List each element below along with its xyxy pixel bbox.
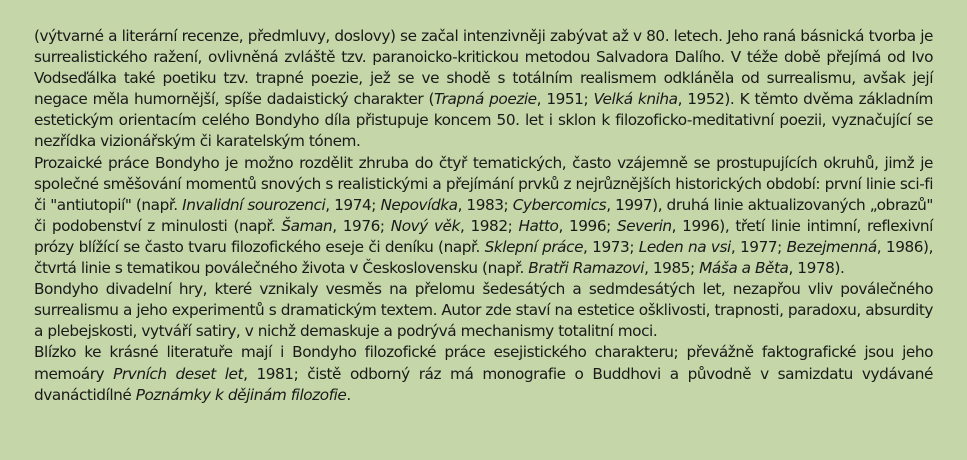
text-run: Prozaické práce Bondyho je možno rozdělit zhruba do čtyř tematických, často vzájemně se prostupujících okruhů, jimž je společné směšování momentů snových s realistickými a přejímání prvků z nejrůznějších historických období: první linie sci-fi či "antiutopií" (např. bbox=[34, 153, 933, 214]
text-run: , 1997), druhá linie aktualizovaných „obrazů" či podobenství z minulosti (např. bbox=[34, 195, 933, 235]
text-run: , 1983; bbox=[457, 195, 513, 214]
text-run: , 1952). K těmto dvěma základním estetickým orientacím celého Bondyho díla přistupuje koncem 50. let i sklon k filozoficko-meditativní poezii, vyznačující se nezřídka vizionářským či karatelským tónem. bbox=[34, 90, 934, 151]
text-run: Blízko ke krásné literatuře mají i Bondyho filozofické práce esejistického charakteru; převážně faktografické jsou jeho memoáry bbox=[34, 343, 933, 383]
paragraph bbox=[34, 153, 933, 280]
italic-title: Trapná poezie bbox=[433, 90, 537, 109]
italic-title: Poznámky k dějinám filozofie bbox=[135, 385, 347, 404]
text-run: (výtvarné a literární recenze, předmluvy, doslovy) se začal intenzivněji zabývat až v 80. letech. Jeho raná básnická tvorba je surrealistického ražení, ovlivněná zvláště tzv. paranoicko-kritickou metodou Salvadora Dalího. V téže době přejímá od Ivo Vodseďálka také poetiku tzv. trapné poezie, jež se ve shodě s totálním realismem odkláněla od surrealismu, avšak její negace měla humornější, spíše dadaistický charakter ( bbox=[34, 27, 933, 109]
italic-title: Hatto bbox=[518, 216, 559, 235]
text-run: , 1985; bbox=[644, 259, 700, 278]
italic-title: Severin bbox=[616, 216, 672, 235]
italic-title: Bratři Ramazovi bbox=[528, 259, 645, 278]
text-run: , 1986), čtvrtá linie s tematikou poválečného života v Československu (např. bbox=[34, 237, 933, 278]
text-run: , 1951; bbox=[536, 90, 594, 109]
text-run: . bbox=[346, 385, 351, 404]
italic-title: Invalidní sourozenci bbox=[182, 195, 326, 214]
italic-title: Máša a Běta bbox=[699, 259, 789, 278]
italic-title: Leden na vsi bbox=[638, 237, 731, 256]
paragraph bbox=[34, 342, 933, 405]
italic-title: Bezejmenná bbox=[786, 237, 877, 256]
text-run: , 1977; bbox=[730, 237, 787, 256]
italic-title: Cybercomics bbox=[512, 195, 607, 214]
text-run: , 1996), třetí linie intimní, reflexivní prózy blížící se často tvaru filozofického eseje či deníku (např. bbox=[34, 216, 933, 256]
text-run: , 1982; bbox=[459, 216, 519, 235]
text-run: , 1973; bbox=[583, 237, 639, 256]
italic-title: Prvních deset let bbox=[113, 364, 244, 383]
text-run: , 1981; čistě odborný ráz má monografie o Buddhovi a původně v samizdatu vydávané dvanáctidílné bbox=[34, 364, 933, 404]
text-run: , 1976; bbox=[332, 216, 391, 235]
text-run: , 1974; bbox=[325, 195, 381, 214]
text-run: , 1978). bbox=[788, 259, 845, 278]
paragraph bbox=[34, 279, 933, 342]
italic-title: Sklepní práce bbox=[484, 237, 584, 256]
text-run: , 1996; bbox=[558, 216, 617, 235]
italic-title: Nový věk bbox=[390, 216, 460, 235]
italic-title: Velká kniha bbox=[593, 90, 678, 109]
text-run: Bondyho divadelní hry, které vznikaly vesměs na přelomu šedesátých a sedmdesátých let, nezapřou vliv poválečného surrealismu a jeho experimentů s dramatickým textem. Autor zde staví na estetice ošklivosti, trapnosti, paradoxu, absurdity a plebejskosti, vytváří satiry, v nichž demaskuje a podrývá mechanismy totalitní moci. bbox=[34, 280, 933, 341]
paragraph bbox=[34, 26, 933, 153]
italic-title: Nepovídka bbox=[380, 195, 458, 214]
document-body bbox=[34, 26, 933, 406]
italic-title: Šaman bbox=[281, 216, 333, 235]
